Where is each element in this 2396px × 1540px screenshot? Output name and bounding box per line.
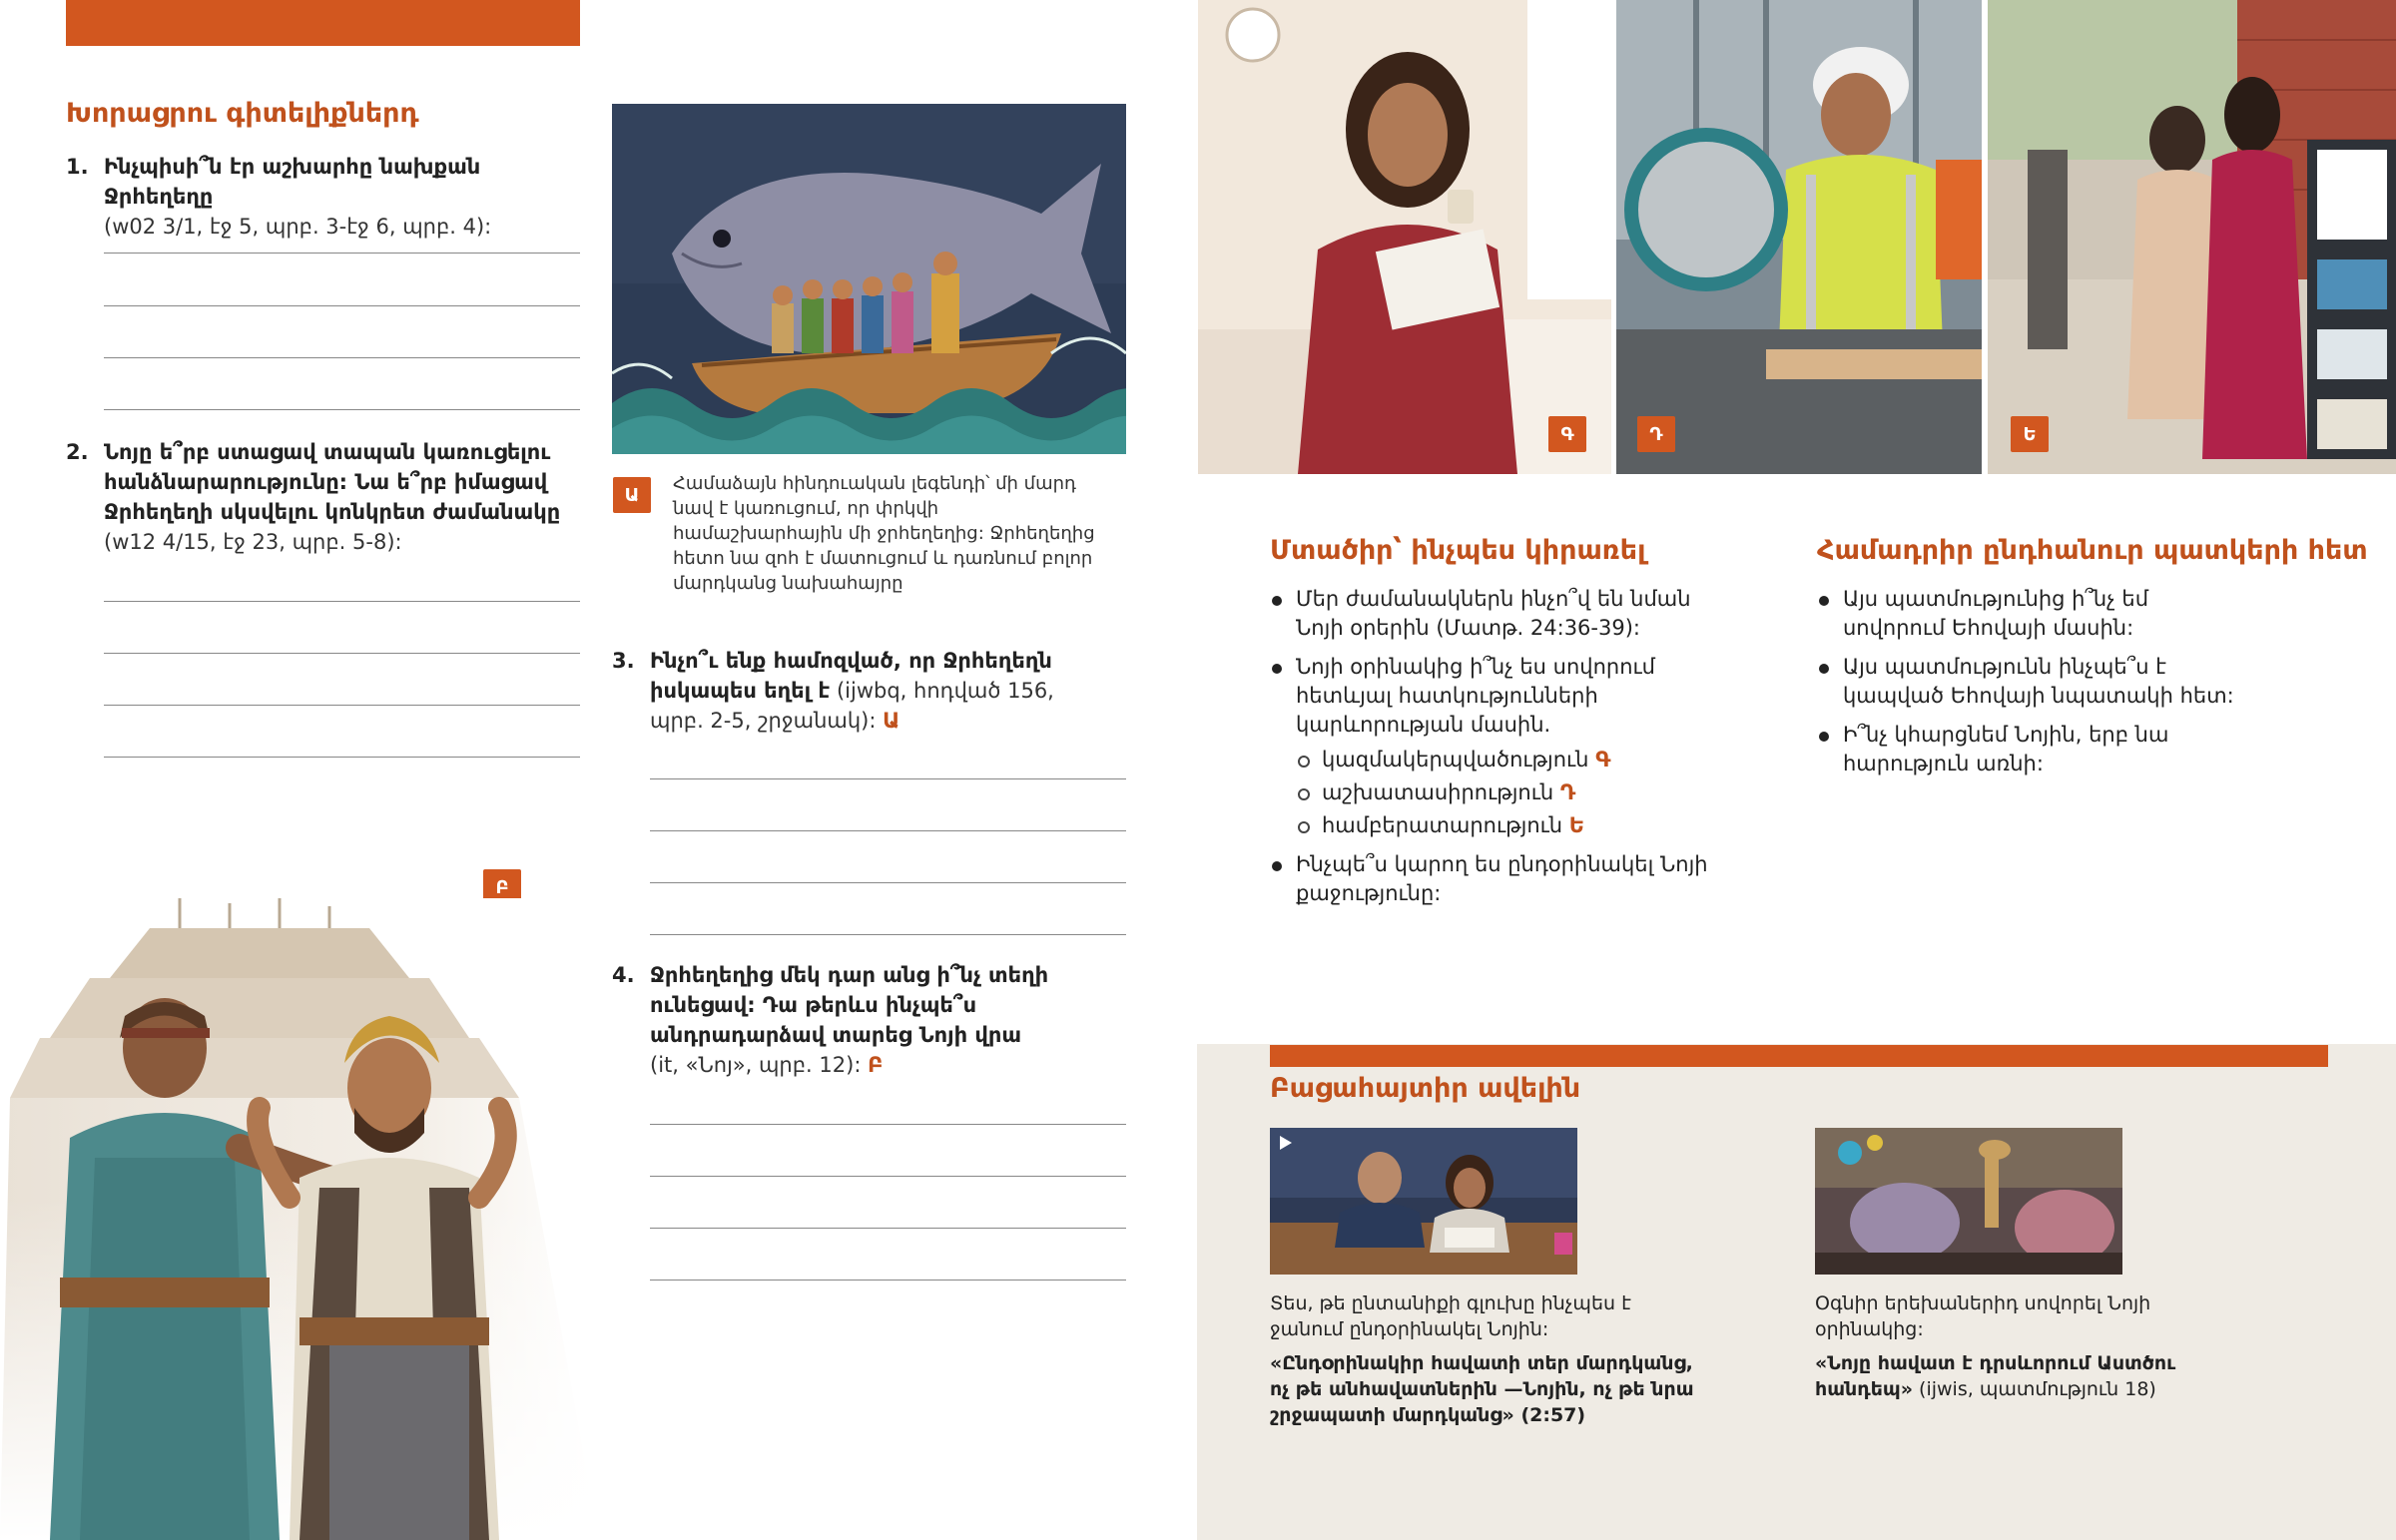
image-badge: Ե	[2011, 416, 2049, 452]
photo-woman-reading	[1198, 0, 1611, 474]
article-reference[interactable]: (ijwis, պատմություն 18)	[1919, 1378, 2156, 1400]
answer-line	[104, 253, 580, 254]
image-reference-tag: Բ	[868, 1053, 884, 1077]
image-reference-tag: Ե	[1568, 813, 1585, 837]
summary-list	[1817, 585, 2256, 788]
list-item: Ի՞նչ կհարցնեմ Նոյին, երբ նա հարություն առնի:	[1817, 721, 2256, 778]
question-3	[612, 646, 1131, 736]
image-badge: Գ	[1548, 416, 1586, 452]
apply-list	[1270, 585, 1739, 918]
article-title[interactable]: «Նոյը հավատ է դրսևորում Աստծու հանդեպ»	[1815, 1352, 2176, 1400]
photo-woman-working	[1616, 0, 1982, 474]
image-badge: Դ	[1637, 416, 1675, 452]
question-4	[612, 960, 1131, 1080]
list-item: Այս պատմությունն ինչպե՞ս է կապված Եհովայի նպատակի հետ:	[1817, 653, 2256, 711]
noah-ark-animals-image[interactable]	[1815, 1128, 2122, 1275]
question-reference[interactable]: (w12 4/15, էջ 23, պրբ. 5-8):	[104, 530, 402, 554]
answer-line	[650, 1280, 1126, 1281]
list-item: Մեր ժամանակներն ինչո՞վ են նման Նոյի օրերին (Մատթ. 24:36-39):	[1270, 585, 1739, 643]
list-item: Ինչպե՞ս կարող ես ընդօրինակել Նոյի քաջությունը:	[1270, 850, 1739, 908]
explore-heading: Բացահայտիր ավելին	[1270, 1073, 1581, 1104]
answer-line	[104, 409, 580, 410]
video-thumbnail[interactable]	[1270, 1128, 1577, 1275]
answer-line	[650, 1124, 1126, 1125]
photo-public-witnessing	[1988, 0, 2396, 474]
summary-heading: Համադրիր ընդհանուր պատկերի հետ	[1817, 535, 2368, 566]
answer-line	[104, 305, 580, 306]
answer-line	[104, 601, 580, 602]
answer-line	[650, 1176, 1126, 1177]
question-1	[66, 152, 585, 239]
sub-list-item: համբերատարություն Ե	[1296, 811, 1739, 840]
question-reference[interactable]: (w02 3/1, էջ 5, պրբ. 3-էջ 6, պրբ. 4):	[104, 215, 492, 239]
image-badge: Բ	[483, 869, 521, 905]
image-badge: Ա	[613, 477, 651, 513]
top-color-bar	[66, 0, 580, 46]
answer-line	[650, 778, 1126, 779]
question-reference[interactable]: (ijwbq, հոդված 156, պրբ. 2-5, շրջանակ):	[650, 679, 1054, 733]
image-reference-tag: Ա	[883, 709, 900, 733]
answer-line	[650, 882, 1126, 883]
sub-list-item: աշխատասիրություն Դ	[1296, 778, 1739, 807]
section-heading: Խորացրու գիտելիքներդ	[66, 98, 419, 129]
list-item: Այս պատմությունից ի՞նչ եմ սովորում Եհովայի մասին:	[1817, 585, 2256, 643]
question-reference[interactable]: (it, «Նոյ», պրբ. 12):	[650, 1053, 862, 1077]
answer-line	[650, 830, 1126, 831]
question-text: Ինչո՞ւ ենք համոզված, որ Ջրհեղեղն իսկապես եղել է	[650, 649, 1052, 703]
answer-line	[104, 705, 580, 706]
question-2	[66, 437, 585, 557]
article-link[interactable]	[1815, 1350, 2234, 1402]
answer-line	[104, 653, 580, 654]
apply-heading: Մտածիր՝ ինչպես կիրառել	[1270, 535, 1646, 566]
question-number: 3.	[612, 649, 635, 673]
question-text: Ջրհեղեղից մեկ դար անց ի՞նչ տեղի ունեցավ: Դա թերևս ինչպե՞ս անդրադարձավ տարեց Նոյի վրա	[650, 963, 1049, 1047]
answer-line	[104, 357, 580, 358]
hindu-legend-painting	[612, 104, 1126, 454]
sub-list-item: կազմակերպվածություն Գ	[1296, 746, 1739, 774]
question-text: Նոյը ե՞րբ ստացավ տապան կառուցելու հանձնարարությունը: Նա ե՞րբ իմացավ Ջրհեղեղի սկսվելու կոնկրետ ժամանակը	[104, 440, 561, 524]
explore-color-bar	[1270, 1045, 2328, 1067]
question-number: 4.	[612, 963, 635, 987]
answer-line	[650, 1228, 1126, 1229]
question-text: Ինչպիսի՞ն էր աշխարհը նախքան Ջրհեղեղը	[104, 155, 481, 209]
image-reference-tag: Դ	[1559, 780, 1576, 804]
image-reference-tag: Գ	[1595, 748, 1611, 771]
question-number: 2.	[66, 440, 89, 464]
answer-line	[104, 757, 580, 758]
answer-line	[650, 934, 1126, 935]
image-caption: Համաձայն հինդուական լեգենդի՝ մի մարդ նավ է կառուցում, որ փրկվի համաշխարհային մի ջրհեղեղից: Ջրհեղեղից հետո նա զոհ է մատուցում և դառնում բոլոր մարդկանց նախահայրը	[673, 473, 1095, 594]
article-intro: Օգնիր երեխաներիդ սովորել Նոյի օրինակից:	[1815, 1292, 2151, 1340]
video-title-link[interactable]: «Ընդօրինակիր հավատի տեր մարդկանց, ոչ թե անհավատներին —Նոյին, ոչ թե նրա շրջապատի մարդկանց» (2:57)	[1270, 1352, 1694, 1426]
question-number: 1.	[66, 155, 89, 179]
list-item: Նոյի օրինակից ի՞նչ ես սովորում հետևյալ հատկությունների կարևորության մասին. կազմակերպվածություն Գ աշխատասիրություն Դ համբերատարություն Ե	[1270, 653, 1739, 840]
video-intro: Տես, թե ընտանիքի գլուխը ինչպես է ջանում ընդօրինակել Նոյին:	[1270, 1292, 1631, 1340]
